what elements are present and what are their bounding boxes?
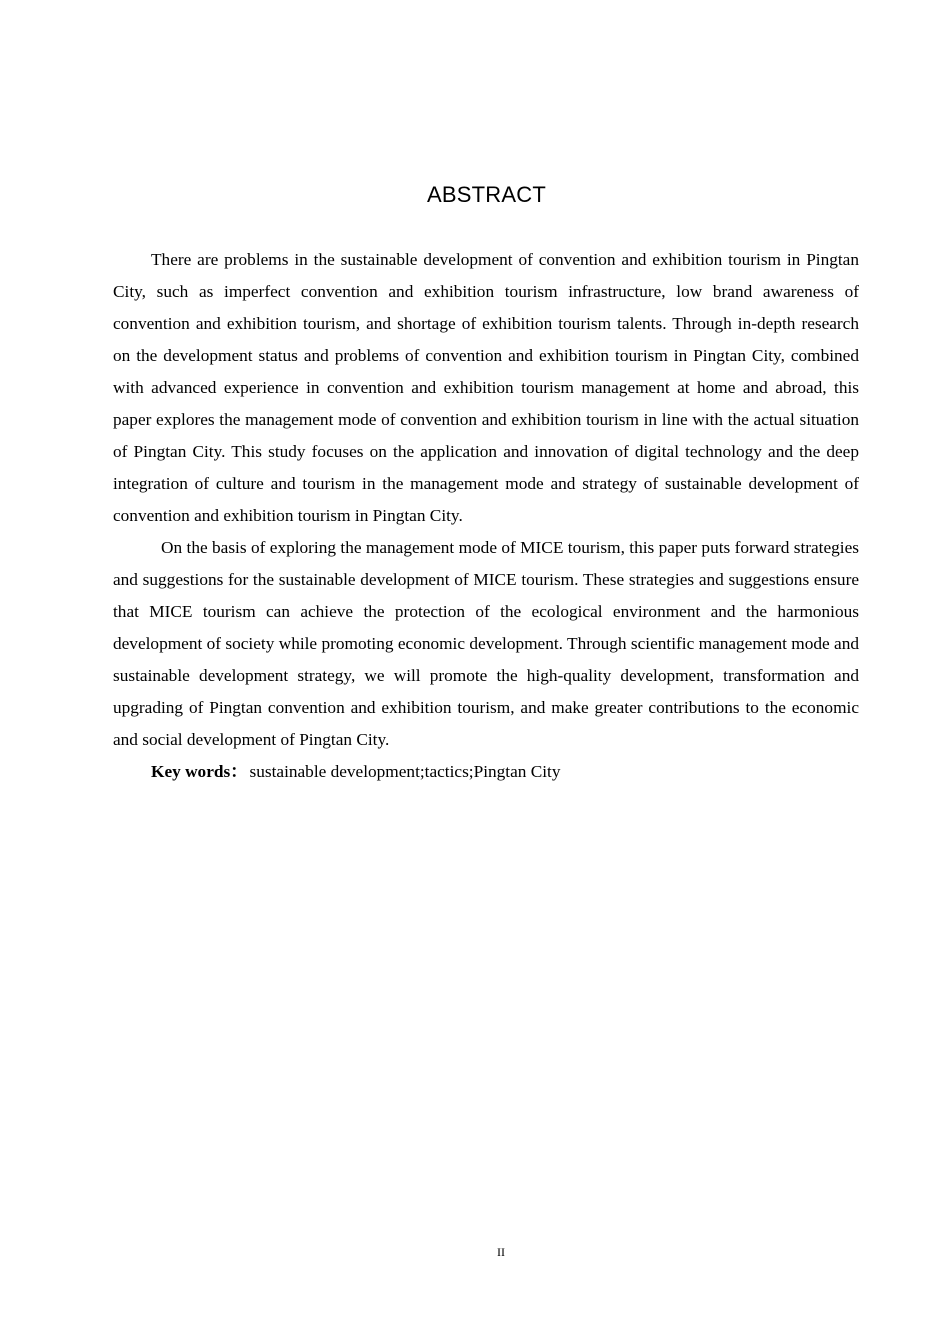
abstract-title: ABSTRACT [427, 182, 546, 207]
keywords-label: Key words [151, 762, 231, 781]
abstract-body [113, 244, 859, 788]
abstract-paragraph-2: On the basis of exploring the management mode of MICE tourism, this paper puts forward strategies and suggestions for the sustainable development of MICE tourism. These strategies and suggestions ensure that MICE tourism can achieve the protection of the ecological environment and the harmonious development of society while promoting economic development. Through scientific management mode and sustainable development strategy, we will promote the high-quality development, transformation and upgrading of Pingtan convention and exhibition tourism, and make greater contributions to the economic and social development of Pingtan City. [113, 538, 859, 749]
page-number: II [497, 1245, 505, 1259]
abstract-paragraph-1: There are problems in the sustainable development of convention and exhibition tourism in Pingtan City, such as imperfect convention and exhibition tourism infrastructure, low brand awareness of convention and exhibition tourism, and shortage of exhibition tourism talents. Through in-depth research on the development status and problems of convention and exhibition tourism in Pingtan City, combined with advanced experience in convention and exhibition tourism management at home and abroad, this paper explores the management mode of convention and exhibition tourism in line with the actual situation of Pingtan City. This study focuses on the application and innovation of digital technology and the deep integration of culture and tourism in the management mode and strategy of sustainable development of convention and exhibition tourism in Pingtan City. [113, 250, 859, 525]
keywords-separator: ： [230, 762, 248, 781]
keywords-line [113, 756, 859, 788]
keywords-value: sustainable development;tactics;Pingtan City [249, 762, 561, 781]
